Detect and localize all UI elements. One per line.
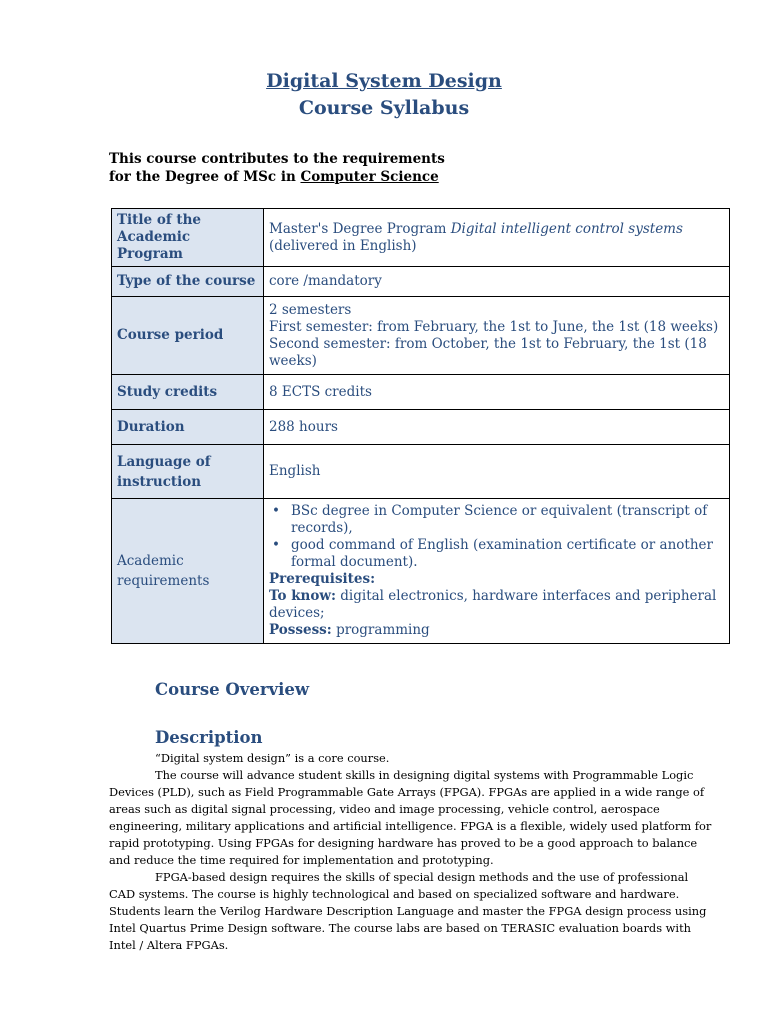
period-line-3: Second semester: from October, the 1st to February, the 1st (18 weeks) bbox=[269, 335, 707, 369]
academic-label: Academic requirements bbox=[112, 499, 264, 644]
description-paragraph: “Digital system design” is a core course. bbox=[155, 751, 390, 765]
table-row bbox=[112, 209, 730, 267]
intro-line-1: This course contributes to the requirements bbox=[109, 151, 445, 167]
period-value bbox=[264, 297, 730, 375]
table-row bbox=[112, 267, 730, 297]
type-label: Type of the course bbox=[112, 267, 264, 297]
table-row bbox=[112, 499, 730, 644]
duration-label: Duration bbox=[112, 410, 264, 445]
course-overview-heading: Course Overview bbox=[155, 680, 310, 699]
table-row bbox=[112, 445, 730, 499]
to-know-label: To know: bbox=[269, 588, 336, 604]
intro-statement bbox=[109, 150, 445, 186]
academic-value bbox=[264, 499, 730, 644]
to-know-value: digital electronics, hardware interfaces and peripheral devices; bbox=[269, 588, 717, 621]
language-label: Language of instruction bbox=[112, 445, 264, 499]
description-paragraph: FPGA-based design requires the skills of special design methods and the use of professional CAD systems. The course is highly technological and based on specialized software and hardware. Students learn the Verilog Hardware Description Language and master the FPGA design process using Intel Quartus Prime Design software. The course labs are based on TERASIC evaluation boards with Intel / Altera FPGAs. bbox=[109, 870, 707, 952]
list-item: • good command of English (examination certificate or another formal document). bbox=[291, 537, 725, 571]
period-line-1: 2 semesters bbox=[269, 301, 352, 318]
possess-label: Possess: bbox=[269, 622, 332, 638]
period-line-2: First semester: from February, the 1st to June, the 1st (18 weeks) bbox=[269, 318, 719, 335]
program-name: Digital intelligent control systems bbox=[450, 220, 683, 237]
requirements-list bbox=[269, 503, 725, 571]
program-info-table bbox=[111, 208, 730, 644]
document-subtitle: Course Syllabus bbox=[298, 97, 470, 119]
intro-line-2-prefix: for the Degree of MSc in bbox=[109, 169, 301, 185]
description-paragraph: The course will advance student skills in designing digital systems with Programmable Logic Devices (PLD), such as Field Programmable Gate Arrays (FPGA). FPGAs are applied in a wide range of areas such as digital signal processing, video and image processing, vehicle control, aerospace engineering, military applications and artificial intelligence. FPGA is a flexible, widely used platform for rapid prototyping. Using FPGAs for designing hardware has proved to be a good approach to balance and reduce the time required for implementation and prototyping. bbox=[109, 768, 712, 867]
type-value: core /mandatory bbox=[264, 267, 730, 297]
program-label: Title of the Academic Program bbox=[112, 209, 264, 267]
description-heading: Description bbox=[155, 728, 263, 747]
prerequisites-title: Prerequisites: bbox=[269, 571, 376, 587]
document-title: Digital System Design bbox=[266, 70, 502, 92]
table-row bbox=[112, 410, 730, 445]
program-prefix: Master's Degree Program bbox=[269, 220, 451, 237]
duration-value: 288 hours bbox=[264, 410, 730, 445]
list-item: • BSc degree in Computer Science or equivalent (transcript of records), bbox=[291, 503, 725, 537]
program-language-note: (delivered in English) bbox=[269, 237, 417, 254]
language-value: English bbox=[264, 445, 730, 499]
possess-value: programming bbox=[331, 622, 430, 638]
table-row bbox=[112, 375, 730, 410]
degree-name: Computer Science bbox=[300, 169, 439, 185]
table-row bbox=[112, 297, 730, 375]
period-label: Course period bbox=[112, 297, 264, 375]
credits-label: Study credits bbox=[112, 375, 264, 410]
program-value bbox=[264, 209, 730, 267]
credits-value: 8 ECTS credits bbox=[264, 375, 730, 410]
